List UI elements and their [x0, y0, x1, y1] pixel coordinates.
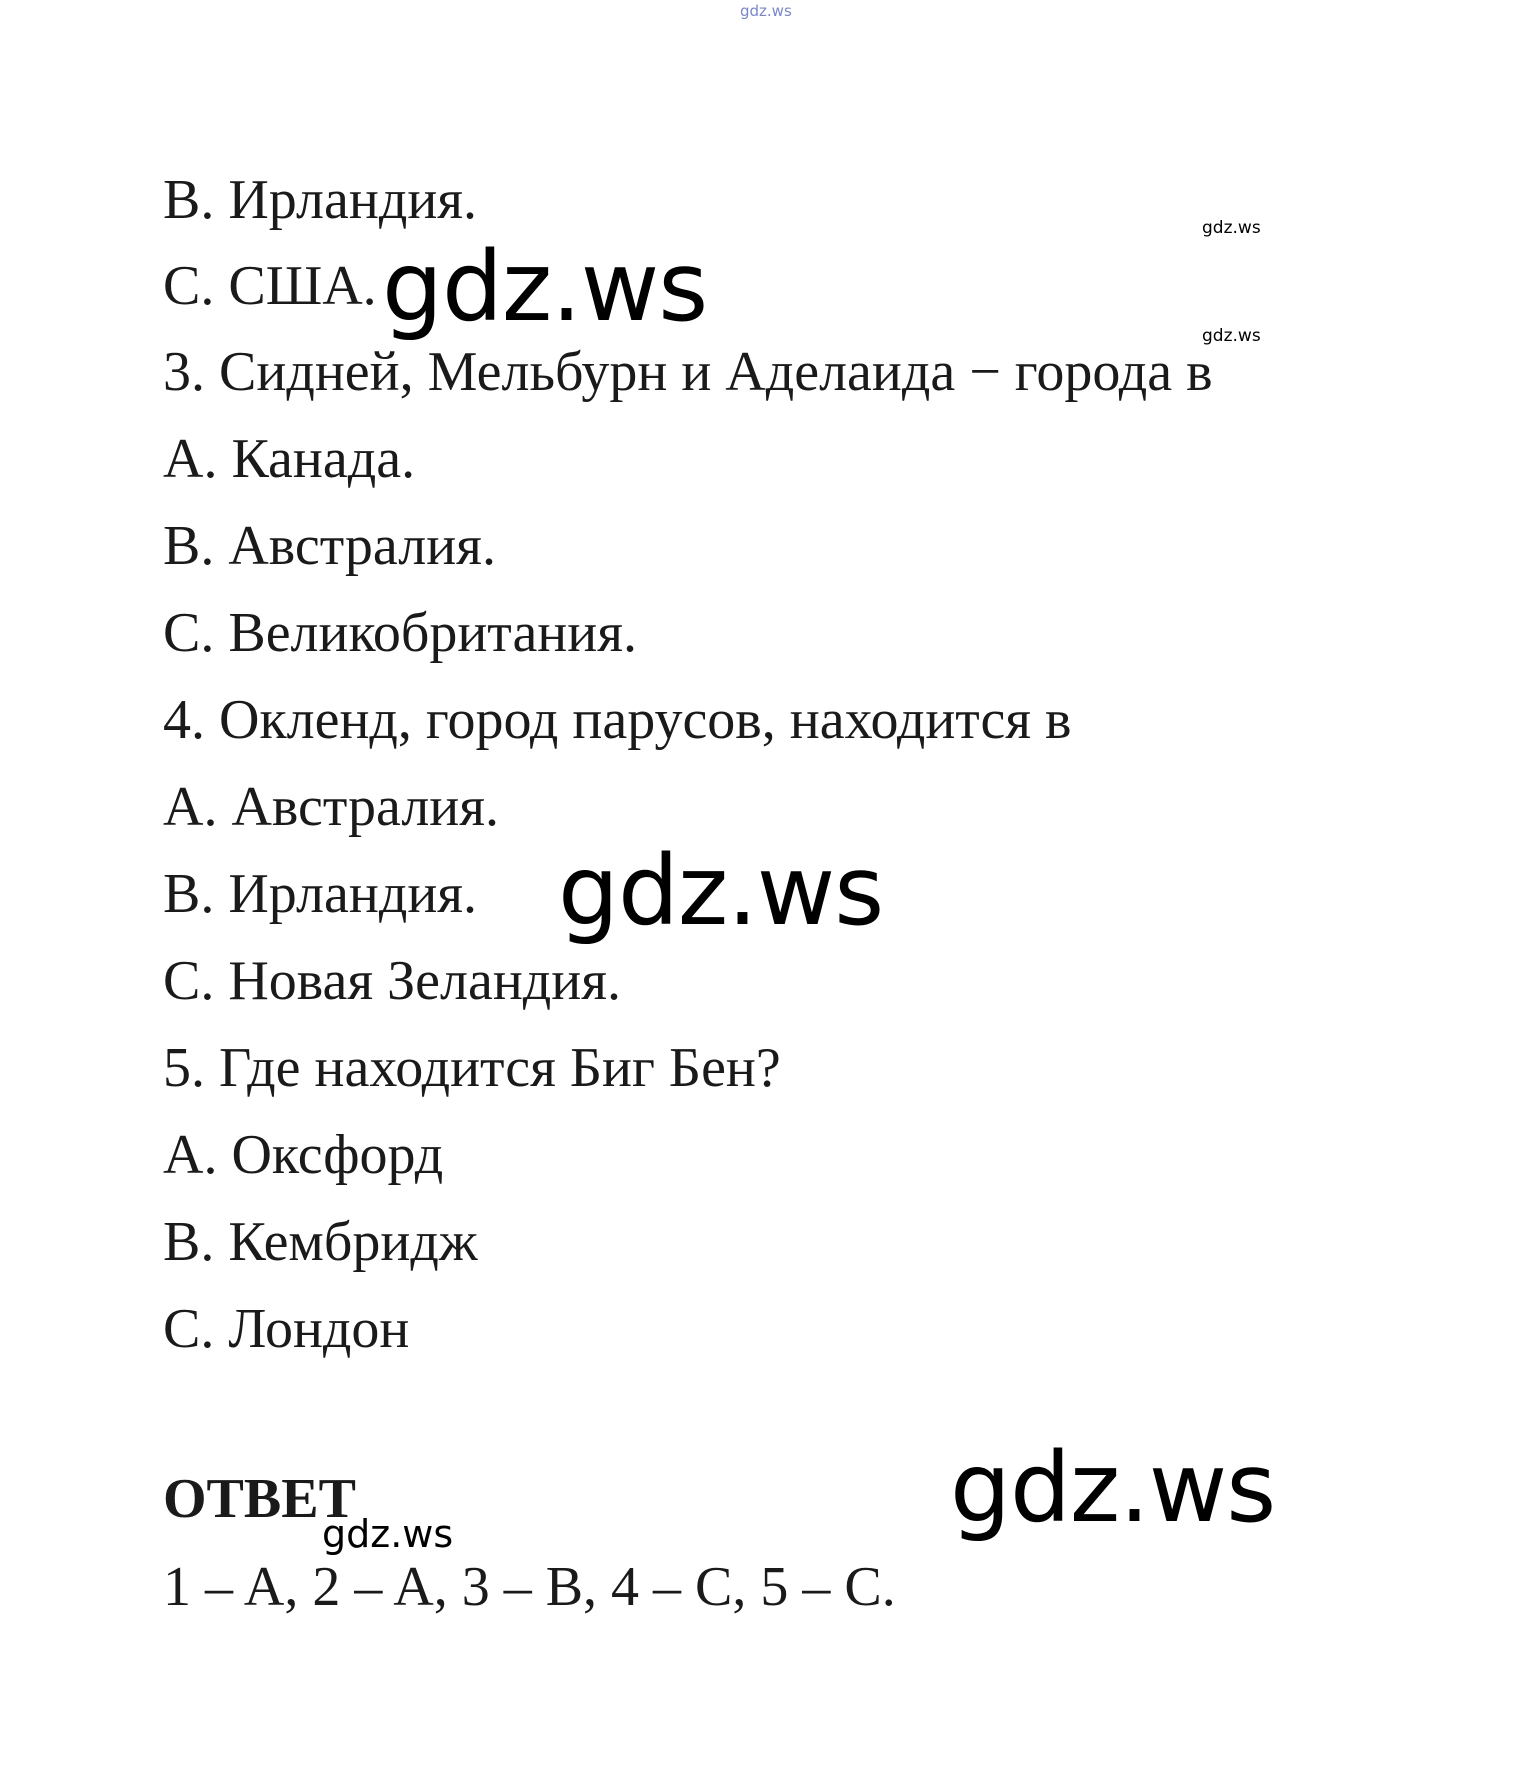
watermark-small: gdz.ws — [1202, 218, 1261, 238]
option-line: B. Кембридж — [163, 1211, 478, 1273]
question-line: 3. Сидней, Мельбурн и Аделаида − города в — [163, 341, 1213, 403]
watermark-small: gdz.ws — [1202, 326, 1261, 346]
answer-text: 1 – A, 2 – A, 3 – B, 4 – C, 5 – C. — [163, 1556, 896, 1618]
watermark-top: gdz.ws — [740, 2, 792, 20]
watermark-big: gdz.ws — [382, 231, 708, 343]
watermark-big: gdz.ws — [950, 1432, 1276, 1544]
option-line: C. США. — [163, 255, 377, 317]
answer-heading: ОТВЕТ — [163, 1468, 356, 1530]
watermark-mid: gdz.ws — [322, 1512, 454, 1556]
question-line: 5. Где находится Биг Бен? — [163, 1037, 781, 1099]
option-line: A. Австралия. — [163, 776, 500, 838]
option-line: A. Оксфорд — [163, 1124, 444, 1186]
option-line: A. Канада. — [163, 428, 416, 490]
watermark-big: gdz.ws — [558, 835, 884, 947]
option-line: C. Новая Зеландия. — [163, 950, 622, 1012]
option-line: C. Лондон — [163, 1298, 410, 1360]
option-line: C. Великобритания. — [163, 602, 638, 664]
question-line: 4. Окленд, город парусов, находится в — [163, 689, 1072, 751]
option-line: B. Ирландия. — [163, 169, 478, 231]
option-line: B. Австралия. — [163, 515, 496, 577]
option-line: B. Ирландия. — [163, 863, 478, 925]
